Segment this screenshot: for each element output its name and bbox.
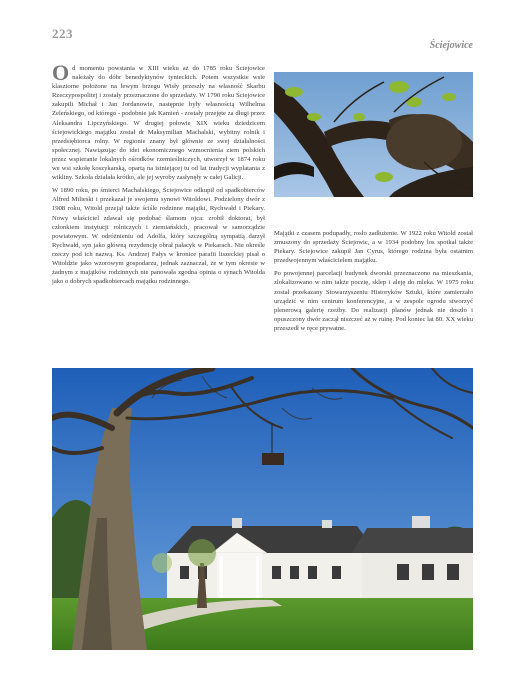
paragraph-1 [52,60,265,182]
manor-house-photo [52,368,473,650]
text-column-right [274,229,473,337]
paragraph-1-text: d momentu powstania w XIII wieku aż do 1785 roku Ściejowice należały do dóbr benedyktynów tynieckich. Potem wszystkie wsie klasztorne położone na lewym brzegu Wisły przeszły na własność Skarbu Rzeczypospolitej i zostały przeznaczone do sprzedaży. W 1790 roku Ściejowice zakupili Michał i Jan Jordanowie, następnie były własnością Wilhelma Zeleńskiego, od którego - podobnie jak Kamień - zostały przejęte za długi przez Aleksandra Lipczyńskiego. W drugiej połowie XIX wieku dziedzicem ściejowickiego majątku został dr Maksymilian Machalski, wybitny rolnik i przedsiębiorca rolny. W regionie znany był głównie ze swej działalności społecznej. Nawiązując do idei ekonomicznego wzmocnienia ziem polskich przez wspieranie lokalnych ośrodków rzemieślniczych, utworzył w 1874 roku we wsi szkołę koszykarską, opartą na istniejącej tu od lat tradycji wyplatania z wikliny. Szkoła działała krótko, ale jej wyroby zasłynęły w całej Galicji. [52,65,265,182]
tree-branch-photo [274,72,473,197]
paragraph-4: Po powojennej parcelacji budynek dworski przeznaczono na mieszkania, zlokalizowano w nim także pocztę, sklep i aleję do mleka. W 1975 roku został przekazany Stowarzyszeniu Historyków Sztuki, które zamierzało urządzić w nim centrum konferencyjne, a w zespole ogrodu stworzyć plenerową galerię rzeźby. Do realizacji planów jednak nie doszło i opuszczony dwór zaczął niszczeć aż w ruinę. Pod koniec lat 80. XX wieku przeszedł w ręce prywatne. [274,270,473,332]
paragraph-2: W 1890 roku, po śmierci Machalskiego, Ściejowice odkupił od spadkobierców Alfred Milieski i przekazał je swojemu synowi Witoldowi. Podzielony dwór z 1908 roku, Witold przejął także ściśle rodzinne majątki, Rychwałd i Piekary. Nowy właściciel zdawał się podobać ślamom ojca: zrobił doktorat, był członkiem instytucji rolniczych i ziemiańskich, pracował w samorządzie powiatowym. W odróżnieniu od Adolfa, który szczególną sympatią darzył Rychwałd, syn jako główną rezydencję obrał pałacyk w Piekarach. Nie określe rzeczy pod ich nazwą. Ks. Andrzej Fałys w kronice parafii liszeckiej pisał o Witoldzie jako wzorowym gospodarzu, jednak zaznaczał, że w tym okresie w żadnym z majątków rodzinnych nie panowała zgodna opinia o synach Witolda jako o dobrych spadkobiercach majątku rodzinnego. [52,187,265,286]
paragraph-3: Majątki z czasem podupadły, rosło zadłużenie. W 1922 roku Witold został zmuszony do sprzedaży Ściejowic, a w 1934 podobny los spotkał także Piekary. Ściejowice zakupił Jan Cyrus, którego rodzina była ostatnim przedwojennym właścicielem majątku. [274,230,473,265]
page-number: 223 [52,26,73,41]
text-column-left [52,60,265,290]
running-title: Ściejowice [429,40,473,51]
drop-cap: O [52,60,70,85]
